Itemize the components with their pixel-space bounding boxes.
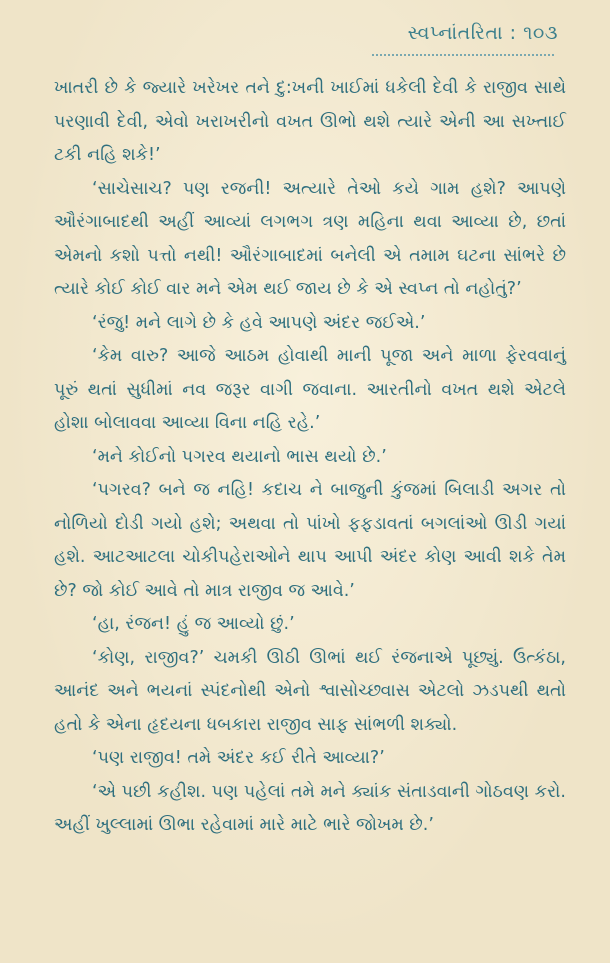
paragraph-continuation: ખાતરી છે કે જ્યારે ખરેખર તને દુ:ખની ખાઈમાં ધકેલી દેવી કે રાજીવ સાથે પરણાવી દેવી, એવો ખરાખરીનો વખત ઊભો થશે ત્યારે એની આ સખ્તાઈ ટકી નહિ શકે!’	[54, 78, 566, 165]
paragraph: ‘કોણ, રાજીવ?’ ચમકી ઊઠી ઊભાં થઈ રંજનાએ પૂછ્યું. ઉત્કંઠા, આનંદ અને ભયનાં સ્પંદનોથી એનો શ્વાસોચ્છ્વાસ એટલો ઝડપથી થતો હતો કે એના હૃદયના ધબકારા રાજીવ સાફ સાંભળી શક્યો.	[54, 647, 566, 735]
paragraph: ‘રંજુ! મને લાગે છે કે હવે આપણે અંદર જઈએ.’	[92, 312, 426, 333]
paragraph: ‘એ પછી કહીશ. પણ પહેલાં તમે મને ક્યાંક સંતાડવાની ગોઠવણ કરો. અહીં ખુલ્લામાં ઊભા રહેવામાં મારે માટે ભારે જોખમ છે.’	[54, 781, 566, 835]
paragraph: ‘હા, રંજન! હું જ આવ્યો છું.’	[92, 614, 295, 634]
body-text	[54, 72, 566, 843]
running-header: સ્વપ્નાંતરિતા : ૧૦૩	[407, 22, 558, 44]
paragraph: ‘સાચેસાચ? પણ રજની! અત્યારે તેઓ કયે ગામ હશે? આપણે ઔરંગાબાદથી અહીં આવ્યાં લગભગ ત્રણ મહિના થવા આવ્યા છે, છતાં એમનો કશો પત્તો નથી! ઔરંગાબાદમાં બનેલી એ તમામ ઘટના સાંભરે છે ત્યારે કોઈ કોઈ વાર મને એમ થઈ જાય છે કે એ સ્વપ્ન તો નહોતું?’	[54, 178, 566, 299]
paragraph: ‘પગરવ? બને જ નહિ! કદાચ ને બાજુની કુંજમાં બિલાડી અગર તો નોળિયો દોડી ગયો હશે; અથવા તો પાંખો ફફડાવતાં બગલાંઓ ઊડી ગયાં હશે. આટઆટલા ચોકીપહેરાઓને થાપ આપી અંદર કોણ આવી શકે તેમ છે? જો કોઈ આવે તો માત્ર રાજીવ જ આવે.’	[54, 480, 566, 601]
header-divider	[372, 54, 554, 56]
paragraph: ‘કેમ વારુ? આજે આઠમ હોવાથી માની પૂજા અને માળા ફેરવવાનું પૂરું થતાં સુધીમાં નવ જરૂર વાગી જવાના. આરતીનો વખત થશે એટલે હોશા બોલાવવા આવ્યા વિના નહિ રહે.’	[54, 346, 566, 433]
paragraph: ‘મને કોઈનો પગરવ થયાનો ભાસ થયો છે.’	[92, 446, 387, 467]
paragraph: ‘પણ રાજીવ! તમે અંદર કઈ રીતે આવ્યા?’	[92, 748, 385, 768]
